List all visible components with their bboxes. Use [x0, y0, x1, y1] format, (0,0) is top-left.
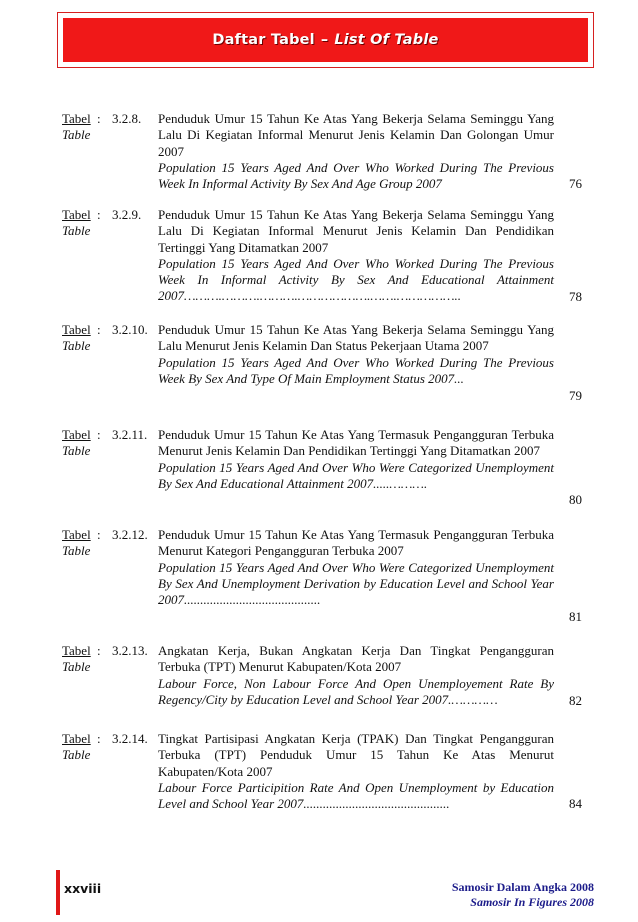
title-english: List Of Table	[334, 32, 439, 48]
title-id: Angkatan Kerja, Bukan Angkatan Kerja Dan Tingkat Pengangguran Terbuka (TPT) Menurut Kabupaten/Kota 2007	[158, 643, 554, 675]
title-en: Labour Force, Non Labour Force And Open Unemployement Rate By Regency/City by Education Level and School Year 2007.…………	[158, 675, 554, 707]
label-table: Table	[62, 443, 91, 459]
title-indonesian: Daftar Tabel	[212, 32, 315, 48]
entry-label	[62, 207, 112, 240]
title-id: Tingkat Partisipasi Angkatan Kerja (TPAK) Dan Tingkat Pengangguran Terbuka (TPT) Penduduk Umur 15 Tahun Ke Atas Menurut Kabupaten/Kota 2007	[158, 731, 554, 779]
entry-label	[62, 527, 112, 560]
book-title-id: Samosir Dalam Angka 2008	[451, 880, 594, 894]
label-table: Table	[62, 747, 91, 763]
book-title-en: Samosir In Figures 2008	[470, 895, 594, 909]
table-number: 3.2.12.	[112, 527, 148, 542]
page-number: 76	[569, 176, 582, 191]
entry-label	[62, 427, 112, 460]
header-frame	[57, 12, 594, 68]
page-title	[63, 18, 588, 62]
table-number: 3.2.9.	[112, 207, 142, 222]
entry-label	[62, 643, 112, 676]
title-id: Penduduk Umur 15 Tahun Ke Atas Yang Bekerja Selama Seminggu Yang Lalu Di Kegiatan Informal Menurut Jenis Kelamin Dan Pendidikan Tertinggi Yang Ditamatkan 2007	[158, 207, 554, 255]
label-colon: :	[97, 731, 101, 746]
page-number-roman: xxviii	[64, 881, 102, 896]
title-en: Population 15 Years Aged And Over Who Worked During The Previous Week By Sex And Type Of Main Employment Status 2007...	[158, 354, 554, 386]
label-table: Table	[62, 659, 91, 675]
title-en: Population 15 Years Aged And Over Who Worked During The Previous Week In Informal Activity By Sex And Age Group 2007	[158, 159, 554, 192]
label-colon: :	[97, 643, 101, 658]
table-number: 3.2.8.	[112, 111, 142, 126]
page-number: 81	[569, 609, 582, 624]
table-number: 3.2.13.	[112, 643, 148, 658]
page-number: 80	[569, 492, 582, 507]
table-number: 3.2.10.	[112, 322, 148, 337]
title-id: Penduduk Umur 15 Tahun Ke Atas Yang Termasuk Pengangguran Terbuka Menurut Kategori Pengangguran Terbuka 2007	[158, 527, 554, 559]
label-colon: :	[97, 527, 101, 542]
label-colon: :	[97, 207, 101, 222]
label-tabel: Tabel	[62, 322, 91, 337]
label-colon: :	[97, 111, 101, 126]
label-table: Table	[62, 543, 91, 559]
entry-label	[62, 111, 112, 144]
entry-label	[62, 731, 112, 764]
label-tabel: Tabel	[62, 427, 91, 442]
page-number: 79	[569, 388, 582, 403]
title-id: Penduduk Umur 15 Tahun Ke Atas Yang Bekerja Selama Seminggu Yang Lalu Di Kegiatan Informal Menurut Jenis Kelamin Dan Golongan Umur 2007	[158, 111, 554, 159]
title-en: Labour Force Participition Rate And Open Unemployment by Education Level and School Year 2007.............................................	[158, 779, 554, 812]
title-en: Population 15 Years Aged And Over Who Were Categorized Unemployment By Sex And Unemployment Derivation by Education Level and School Year 2007..........................................	[158, 559, 554, 608]
table-number: 3.2.14.	[112, 731, 148, 746]
label-tabel: Tabel	[62, 527, 91, 542]
title-en: Population 15 Years Aged And Over Who Were Categorized Unemployment By Sex And Educational Attainment 2007.....……….	[158, 459, 554, 491]
footer-book-title	[452, 880, 594, 910]
label-tabel: Tabel	[62, 731, 91, 746]
title-id: Penduduk Umur 15 Tahun Ke Atas Yang Bekerja Selama Seminggu Yang Lalu Menurut Jenis Kelamin Dan Status Pekerjaan Utama 2007	[158, 322, 554, 354]
entry-label	[62, 322, 112, 355]
table-number: 3.2.11.	[112, 427, 148, 442]
page-number: 78	[569, 289, 582, 304]
label-tabel: Tabel	[62, 207, 91, 222]
label-tabel: Tabel	[62, 111, 91, 126]
title-separator: –	[320, 32, 329, 48]
title-id: Penduduk Umur 15 Tahun Ke Atas Yang Termasuk Pengangguran Terbuka Menurut Jenis Kelamin Dan Pendidikan Tertinggi Yang Ditamatkan 2007	[158, 427, 554, 459]
page-number: 84	[569, 796, 582, 811]
label-table: Table	[62, 338, 91, 354]
label-colon: :	[97, 322, 101, 337]
label-tabel: Tabel	[62, 643, 91, 658]
page-number: 82	[569, 693, 582, 708]
label-table: Table	[62, 127, 91, 143]
footer-accent-bar	[56, 870, 60, 915]
label-colon: :	[97, 427, 101, 442]
label-table: Table	[62, 223, 91, 239]
title-en: Population 15 Years Aged And Over Who Worked During The Previous Week In Informal Activity By Sex And Educational Attainment 2007……….……….……….……………….…….……………..	[158, 255, 554, 304]
